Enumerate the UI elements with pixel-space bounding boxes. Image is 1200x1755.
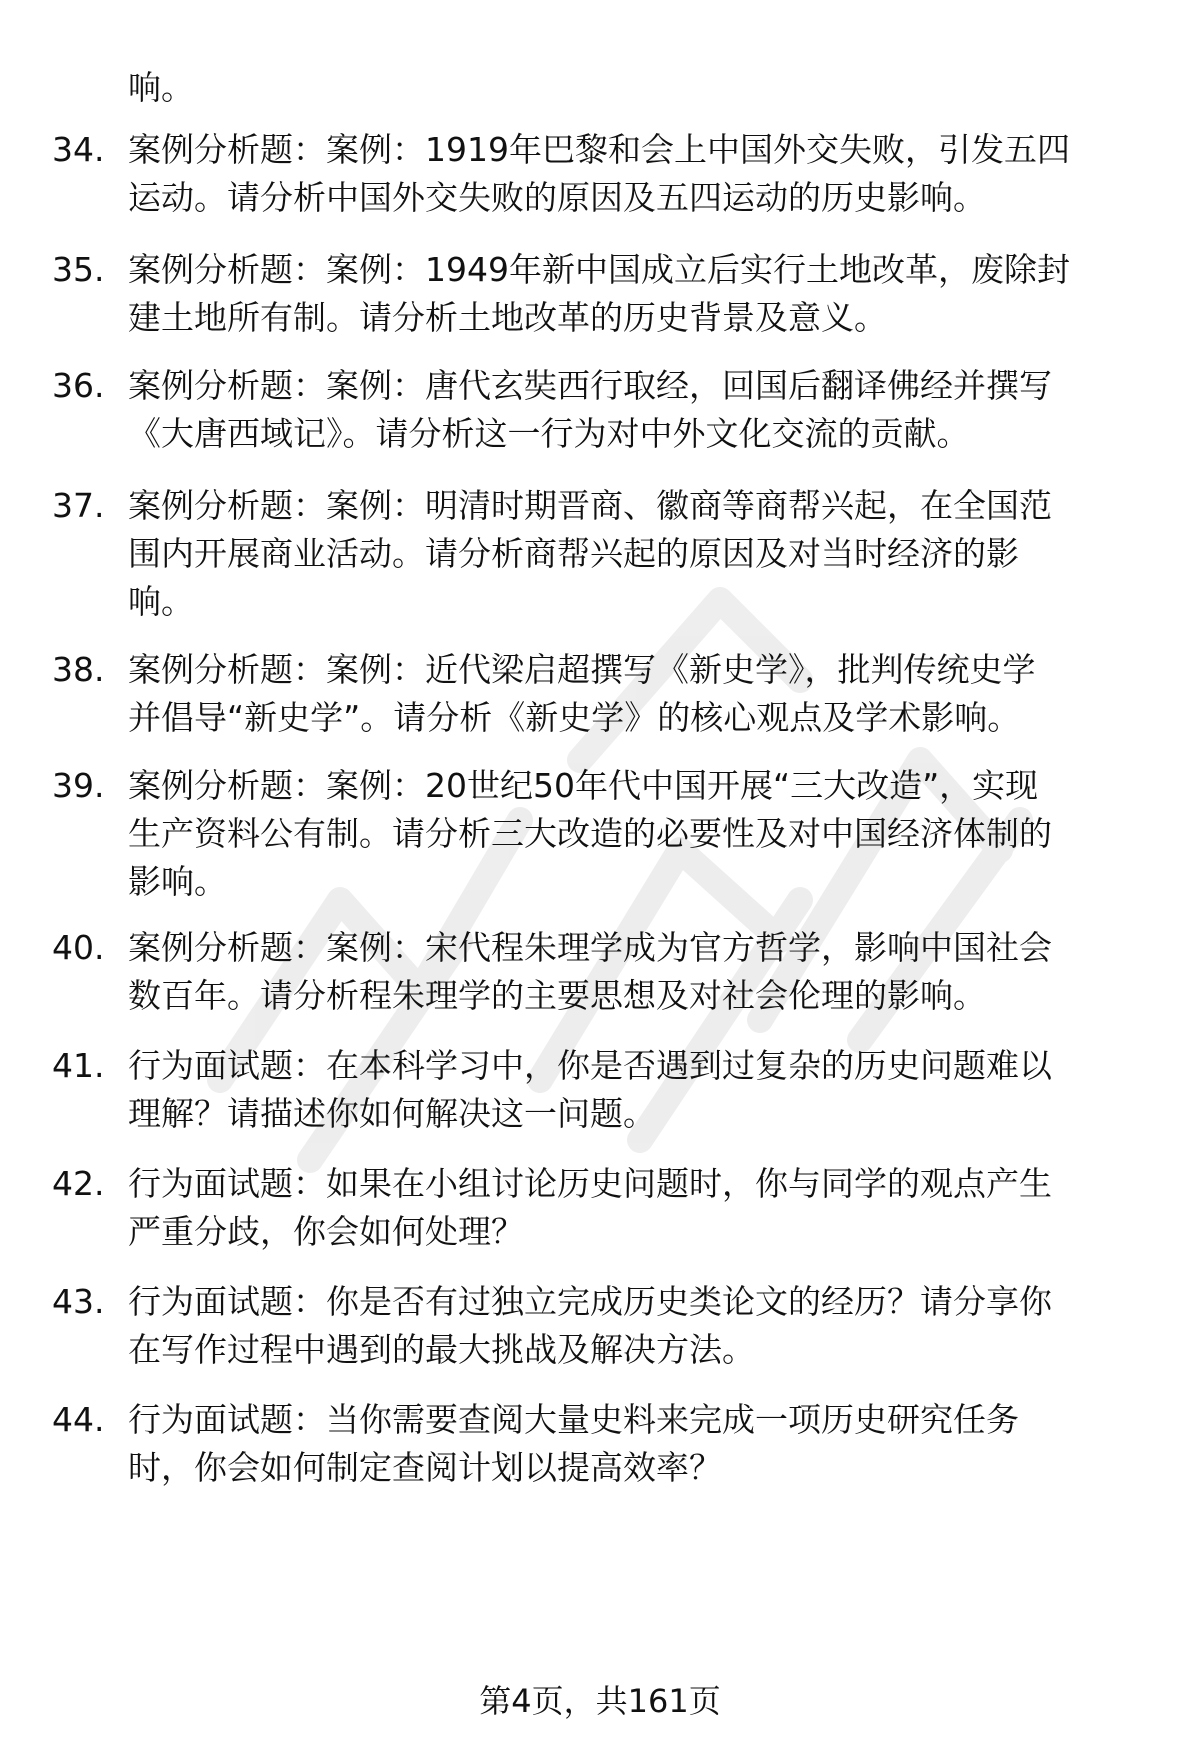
question-line: 并倡导“新史学”。请分析《新史学》的核心观点及学术影响。 — [128, 698, 1021, 737]
continuation-text: 响。 — [128, 68, 194, 107]
question-line: 行为面试题：在本科学习中，你是否遇到过复杂的历史问题难以 — [128, 1046, 1052, 1085]
question-number: 44. — [52, 1400, 105, 1439]
question-line: 建土地所有制。请分析土地改革的历史背景及意义。 — [128, 298, 887, 337]
question-line: 案例分析题：案例：1919年巴黎和会上中国外交失败，引发五四 — [128, 130, 1070, 169]
question-line: 行为面试题：如果在小组讨论历史问题时，你与同学的观点产生 — [128, 1164, 1052, 1203]
question-line: 时，你会如何制定查阅计划以提高效率？ — [128, 1448, 722, 1487]
question-number: 35. — [52, 250, 105, 289]
question-line: 运动。请分析中国外交失败的原因及五四运动的历史影响。 — [128, 178, 986, 217]
question-number: 34. — [52, 130, 105, 169]
question-line: 理解？请描述你如何解决这一问题。 — [128, 1094, 656, 1133]
question-number: 40. — [52, 928, 105, 967]
question-number: 43. — [52, 1282, 105, 1321]
question-line: 响。 — [128, 582, 194, 621]
question-line: 影响。 — [128, 862, 227, 901]
question-line: 行为面试题：当你需要查阅大量史料来完成一项历史研究任务 — [128, 1400, 1019, 1439]
question-line: 案例分析题：案例：20世纪50年代中国开展“三大改造”，实现 — [128, 766, 1039, 805]
question-line: 《大唐西域记》。请分析这一行为对中外文化交流的贡献。 — [128, 414, 970, 453]
question-number: 36. — [52, 366, 105, 405]
question-line: 案例分析题：案例：唐代玄奘西行取经，回国后翻译佛经并撰写 — [128, 366, 1052, 405]
question-line: 严重分歧，你会如何处理？ — [128, 1212, 524, 1251]
question-number: 39. — [52, 766, 105, 805]
question-line: 围内开展商业活动。请分析商帮兴起的原因及对当时经济的影 — [128, 534, 1019, 573]
question-line: 案例分析题：案例：近代梁启超撰写《新史学》，批判传统史学 — [128, 650, 1036, 689]
question-line: 案例分析题：案例：明清时期晋商、徽商等商帮兴起，在全国范 — [128, 486, 1052, 525]
question-number: 38. — [52, 650, 105, 689]
question-line: 在写作过程中遇到的最大挑战及解决方法。 — [128, 1330, 755, 1369]
question-line: 行为面试题：你是否有过独立完成历史类论文的经历？请分享你 — [128, 1282, 1052, 1321]
question-number: 42. — [52, 1164, 105, 1203]
question-number: 37. — [52, 486, 105, 525]
question-line: 数百年。请分析程朱理学的主要思想及对社会伦理的影响。 — [128, 976, 986, 1015]
page-footer: 第4页，共161页 — [479, 1682, 721, 1720]
question-line: 案例分析题：案例：1949年新中国成立后实行土地改革，废除封 — [128, 250, 1070, 289]
question-line: 生产资料公有制。请分析三大改造的必要性及对中国经济体制的 — [128, 814, 1052, 853]
question-line: 案例分析题：案例：宋代程朱理学成为官方哲学，影响中国社会 — [128, 928, 1052, 967]
question-number: 41. — [52, 1046, 105, 1085]
